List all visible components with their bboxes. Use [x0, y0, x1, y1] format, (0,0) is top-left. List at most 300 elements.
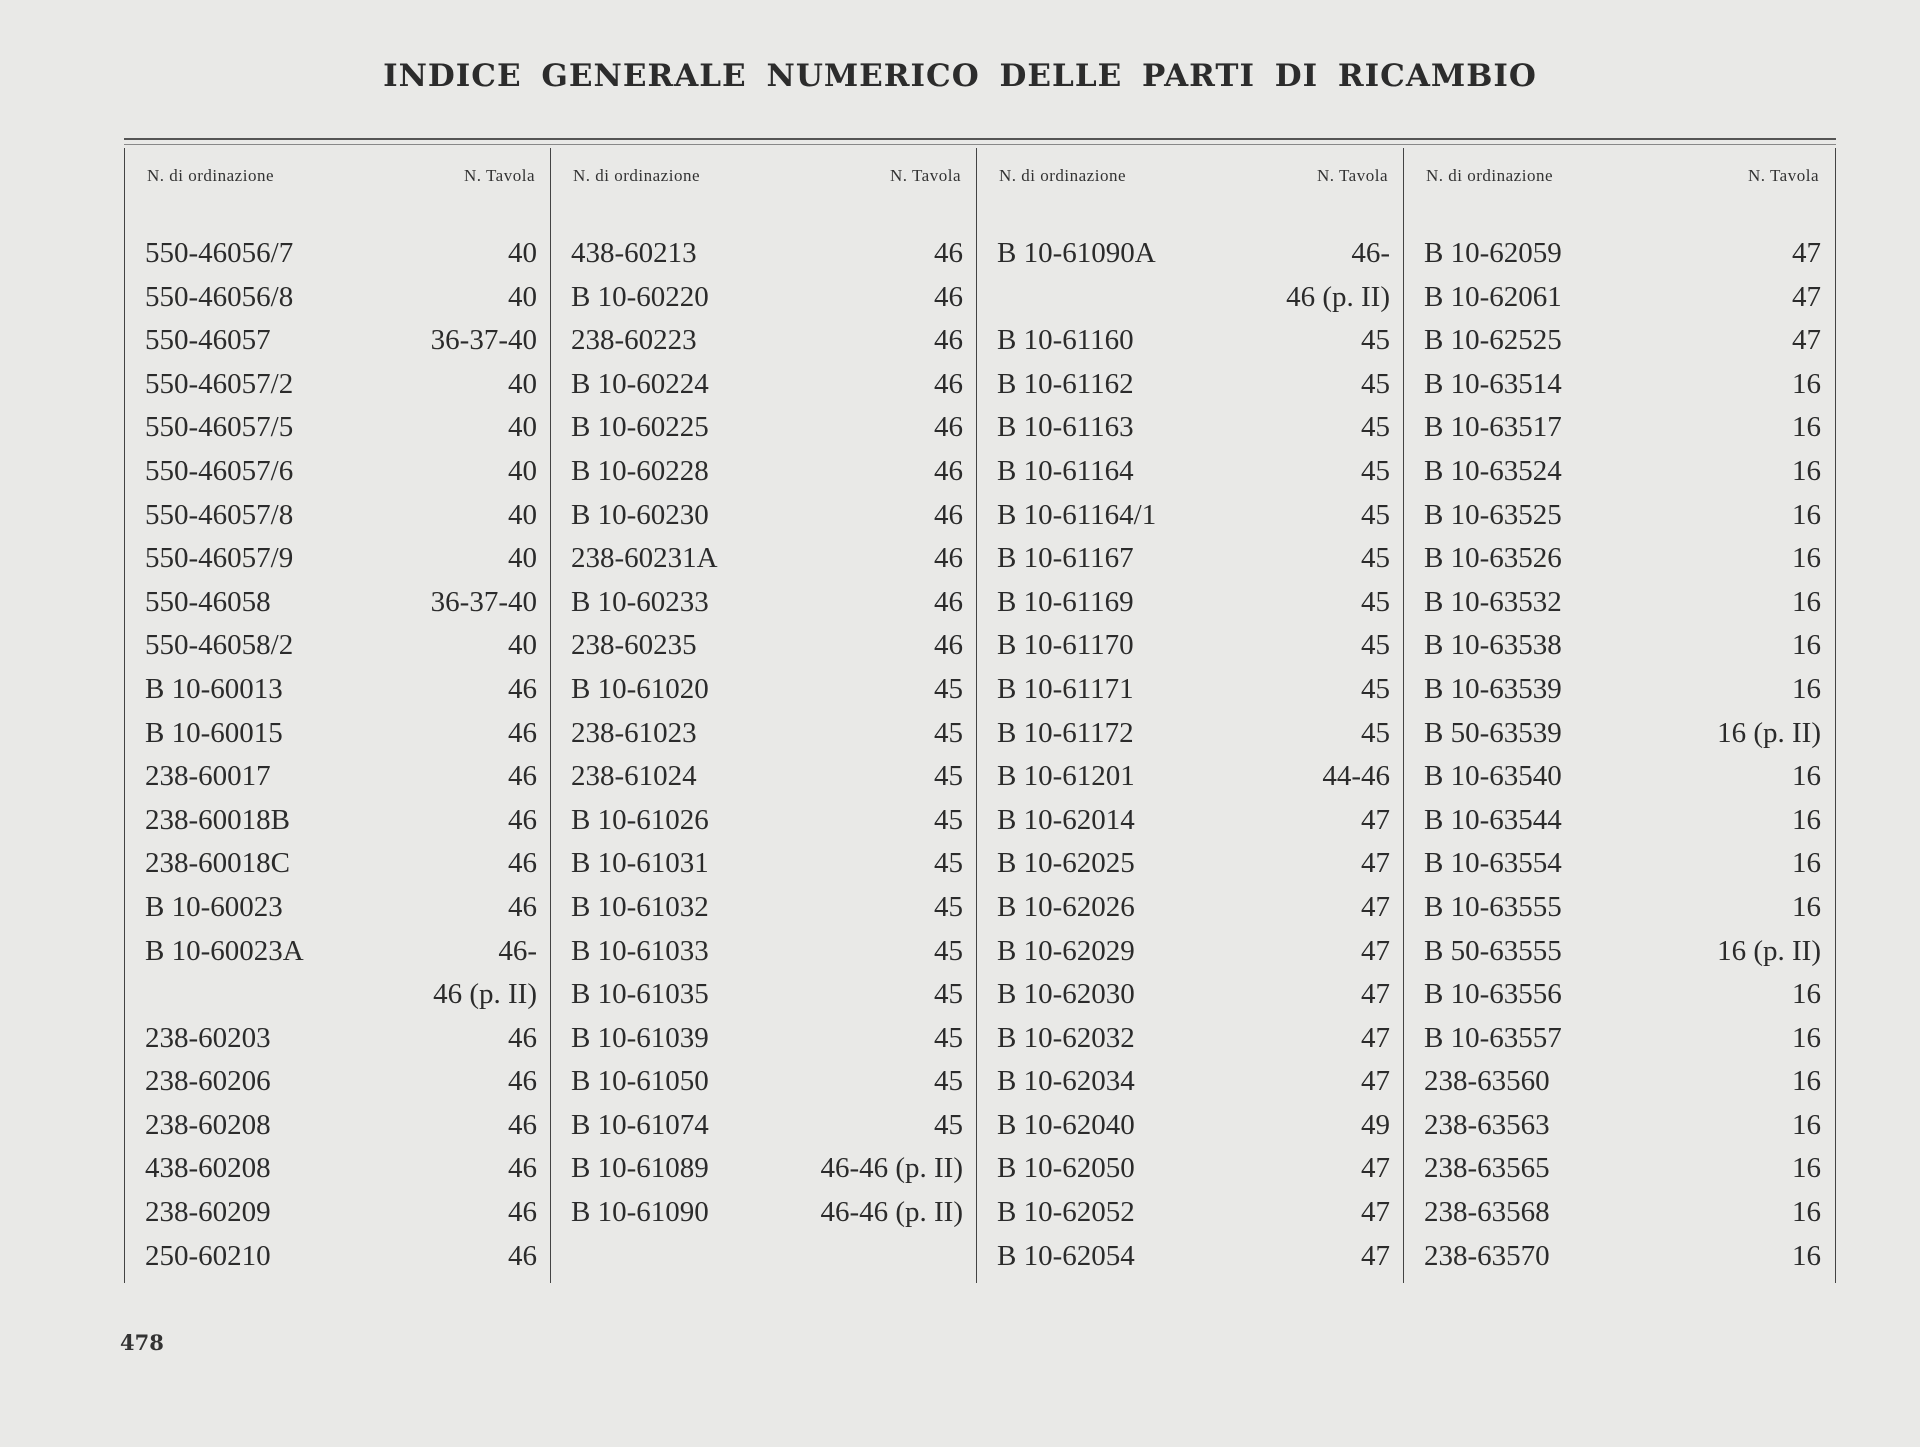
order-number: 238-60017 — [145, 760, 271, 793]
index-row — [551, 582, 977, 626]
table-number: 40 — [508, 237, 537, 269]
index-row — [977, 843, 1404, 887]
index-row — [977, 756, 1404, 800]
order-number: B 10-63556 — [1424, 978, 1562, 1011]
order-number: B 10-61164 — [997, 454, 1134, 487]
header-ordinazione: N. di ordinazione — [573, 166, 700, 185]
index-row — [1404, 1018, 1835, 1062]
table-number: 45 — [934, 803, 963, 836]
index-row — [125, 713, 551, 757]
index-row — [125, 407, 551, 451]
table-number: 47 — [1361, 803, 1390, 836]
order-number: 238-60231A — [571, 542, 718, 575]
index-row — [1404, 887, 1835, 931]
table-number: 47 — [1361, 1021, 1390, 1054]
index-row — [977, 364, 1404, 408]
index-row — [977, 538, 1404, 582]
table-number: 46 — [508, 672, 537, 705]
order-number: B 10-62525 — [1424, 324, 1562, 357]
index-row — [977, 625, 1404, 669]
order-number: 550-46058 — [145, 585, 271, 618]
table-number: 36-37-40 — [430, 324, 537, 357]
order-number: 550-46057/2 — [145, 367, 294, 400]
order-number: B 10-61160 — [997, 324, 1134, 357]
table-number: 46 — [508, 890, 537, 923]
table-number: 45 — [1361, 585, 1390, 618]
index-row — [551, 407, 977, 451]
table-number: 36-37-40 — [430, 585, 537, 618]
index-row — [977, 495, 1404, 539]
order-number: B 10-62025 — [997, 847, 1135, 880]
order-number: B 10-62032 — [997, 1021, 1135, 1054]
order-number: 238-60209 — [145, 1196, 271, 1229]
index-column-4 — [1403, 148, 1836, 1283]
index-row — [551, 320, 977, 364]
index-row — [125, 495, 551, 539]
order-number: 238-63565 — [1424, 1152, 1550, 1185]
order-number: B 10-61201 — [997, 760, 1135, 793]
index-row — [977, 277, 1404, 321]
table-number: 46 — [508, 760, 537, 793]
table-number: 45 — [1361, 716, 1390, 749]
order-number: 438-60208 — [145, 1152, 271, 1185]
order-number: B 10-63517 — [1424, 411, 1562, 444]
order-number: B 10-60013 — [145, 672, 283, 705]
page-title: INDICE GENERALE NUMERICO DELLE PARTI DI RICAMBIO — [383, 58, 1537, 94]
index-row — [977, 1148, 1404, 1192]
order-number: B 10-60224 — [571, 367, 709, 400]
table-number: 46 — [508, 1239, 537, 1272]
top-rule — [124, 138, 1836, 140]
index-row — [551, 1061, 977, 1105]
table-number: 16 — [1792, 1196, 1821, 1229]
index-row — [1404, 1061, 1835, 1105]
order-number: 238-60206 — [145, 1065, 271, 1098]
index-row — [1404, 233, 1835, 277]
index-row — [1404, 277, 1835, 321]
header-tavola: N. Tavola — [890, 166, 961, 185]
order-number: B 10-63557 — [1424, 1021, 1562, 1054]
order-number: B 10-61169 — [997, 585, 1134, 618]
index-row — [125, 1148, 551, 1192]
index-row — [551, 1105, 977, 1149]
index-row — [551, 625, 977, 669]
order-number: 550-46056/7 — [145, 237, 294, 269]
table-number: 46 — [508, 847, 537, 880]
order-number: B 10-60023 — [145, 890, 283, 923]
index-row — [551, 277, 977, 321]
column-rows — [1404, 233, 1835, 1279]
table-number: 40 — [508, 629, 537, 662]
index-row — [1404, 756, 1835, 800]
table-number: 45 — [1361, 411, 1390, 444]
order-number: B 10-63544 — [1424, 803, 1562, 836]
table-number: 46 — [934, 411, 963, 444]
index-row — [551, 364, 977, 408]
index-row — [977, 1236, 1404, 1280]
order-number: 550-46057 — [145, 324, 271, 357]
index-row — [1404, 582, 1835, 626]
order-number: B 10-61035 — [571, 978, 709, 1011]
table-number: 45 — [934, 934, 963, 967]
order-number: B 10-63539 — [1424, 672, 1562, 705]
order-number: 550-46057/6 — [145, 454, 294, 487]
table-number: 16 — [1792, 367, 1821, 400]
index-row — [1404, 625, 1835, 669]
table-number: 16 — [1792, 978, 1821, 1011]
table-number: 46 — [934, 237, 963, 269]
table-number: 46- — [1351, 237, 1390, 269]
table-number: 45 — [1361, 542, 1390, 575]
index-row — [1404, 407, 1835, 451]
index-row — [1404, 843, 1835, 887]
index-row — [125, 669, 551, 713]
table-number: 16 — [1792, 629, 1821, 662]
order-number: 550-46056/8 — [145, 280, 294, 313]
table-number: 46-46 (p. II) — [820, 1196, 963, 1229]
index-row — [1404, 320, 1835, 364]
table-number: 45 — [1361, 454, 1390, 487]
index-row — [551, 669, 977, 713]
table-number: 40 — [508, 454, 537, 487]
table-number: 46 — [508, 1108, 537, 1141]
order-number: 238-63570 — [1424, 1239, 1550, 1272]
index-column-3 — [976, 148, 1404, 1283]
table-number: 45 — [934, 890, 963, 923]
order-number: B 10-61039 — [571, 1021, 709, 1054]
index-row — [125, 233, 551, 277]
table-number: 16 — [1792, 1239, 1821, 1272]
order-number: B 10-63532 — [1424, 585, 1562, 618]
index-row — [551, 974, 977, 1018]
table-number: 46 — [508, 716, 537, 749]
order-number: 238-63560 — [1424, 1065, 1550, 1098]
table-number: 46 — [934, 585, 963, 618]
index-column-2 — [550, 148, 977, 1283]
table-number: 45 — [1361, 324, 1390, 357]
header-tavola: N. Tavola — [464, 166, 535, 185]
index-row — [977, 669, 1404, 713]
order-number: B 10-61031 — [571, 847, 709, 880]
table-number: 44-46 — [1322, 760, 1390, 793]
table-number: 16 — [1792, 1021, 1821, 1054]
index-row — [977, 1061, 1404, 1105]
table-number: 45 — [934, 1021, 963, 1054]
index-row — [1404, 451, 1835, 495]
index-row — [125, 931, 551, 975]
order-number: B 50-63539 — [1424, 716, 1562, 749]
index-row — [1404, 1105, 1835, 1149]
order-number: B 10-63525 — [1424, 498, 1562, 531]
order-number: B 10-63524 — [1424, 454, 1562, 487]
index-row — [551, 233, 977, 277]
order-number: B 10-62059 — [1424, 237, 1562, 269]
table-number: 45 — [934, 1065, 963, 1098]
table-number: 45 — [934, 1108, 963, 1141]
index-row — [125, 320, 551, 364]
table-number: 49 — [1361, 1108, 1390, 1141]
index-row — [977, 1105, 1404, 1149]
order-number: B 10-62040 — [997, 1108, 1135, 1141]
index-row — [977, 1018, 1404, 1062]
table-number: 46 — [934, 498, 963, 531]
table-number: 46 — [508, 1021, 537, 1054]
table-number: 45 — [1361, 498, 1390, 531]
table-number: 16 (p. II) — [1717, 934, 1821, 967]
order-number: B 10-62052 — [997, 1196, 1135, 1229]
index-row — [977, 1192, 1404, 1236]
order-number: B 10-62054 — [997, 1239, 1135, 1272]
order-number: 238-61024 — [571, 760, 697, 793]
table-number: 47 — [1361, 934, 1390, 967]
table-number: 46 — [934, 324, 963, 357]
order-number: B 10-61090A — [997, 237, 1156, 269]
table-number: 46 — [508, 803, 537, 836]
table-number: 40 — [508, 367, 537, 400]
index-row — [551, 713, 977, 757]
index-row — [125, 1105, 551, 1149]
order-number: B 10-60220 — [571, 280, 709, 313]
table-number: 16 — [1792, 411, 1821, 444]
index-row — [1404, 364, 1835, 408]
order-number: B 10-61033 — [571, 934, 709, 967]
index-row — [125, 1018, 551, 1062]
table-number: 45 — [934, 672, 963, 705]
order-number: 238-60018C — [145, 847, 290, 880]
index-row — [125, 538, 551, 582]
index-row — [1404, 1236, 1835, 1280]
order-number: B 10-62061 — [1424, 280, 1562, 313]
header-ordinazione: N. di ordinazione — [1426, 166, 1553, 185]
order-number: B 10-63555 — [1424, 890, 1562, 923]
index-row — [125, 277, 551, 321]
column-rows — [125, 233, 551, 1279]
index-row — [125, 364, 551, 408]
order-number: B 10-61026 — [571, 803, 709, 836]
index-row — [551, 843, 977, 887]
table-number: 47 — [1361, 978, 1390, 1011]
order-number: 238-61023 — [571, 716, 697, 749]
table-number: 16 — [1792, 1108, 1821, 1141]
index-row — [977, 887, 1404, 931]
order-number: B 10-62030 — [997, 978, 1135, 1011]
index-row — [551, 1018, 977, 1062]
order-number: B 10-61170 — [997, 629, 1134, 662]
table-number: 46 — [508, 1065, 537, 1098]
order-number: B 10-61167 — [997, 542, 1134, 575]
order-number: 550-46057/9 — [145, 542, 294, 575]
index-row — [125, 1061, 551, 1105]
order-number: B 10-62050 — [997, 1152, 1135, 1185]
index-row — [125, 1236, 551, 1280]
order-number: B 10-61163 — [997, 411, 1134, 444]
order-number: 238-63568 — [1424, 1196, 1550, 1229]
table-number: 45 — [934, 716, 963, 749]
table-number: 46 (p. II) — [1286, 280, 1390, 313]
table-number: 46 — [934, 367, 963, 400]
order-number: B 10-61172 — [997, 716, 1134, 749]
index-columns — [124, 148, 1836, 1283]
order-number: B 10-63554 — [1424, 847, 1562, 880]
order-number: 238-63563 — [1424, 1108, 1550, 1141]
table-number: 46 — [934, 542, 963, 575]
order-number: B 10-63526 — [1424, 542, 1562, 575]
order-number: B 10-60225 — [571, 411, 709, 444]
order-number: 238-60018B — [145, 803, 290, 836]
table-number: 16 — [1792, 542, 1821, 575]
index-row — [551, 887, 977, 931]
header-ordinazione: N. di ordinazione — [999, 166, 1126, 185]
index-row — [551, 538, 977, 582]
order-number: B 10-62034 — [997, 1065, 1135, 1098]
table-number: 40 — [508, 411, 537, 444]
index-row — [1404, 495, 1835, 539]
table-number: 47 — [1361, 1065, 1390, 1098]
index-row — [551, 1148, 977, 1192]
column-rows — [977, 233, 1404, 1279]
table-number: 47 — [1792, 280, 1821, 313]
order-number: B 10-60023A — [145, 934, 304, 967]
order-number: B 10-61171 — [997, 672, 1134, 705]
index-row — [551, 495, 977, 539]
table-number: 16 — [1792, 847, 1821, 880]
table-number: 40 — [508, 542, 537, 575]
table-number: 16 — [1792, 1065, 1821, 1098]
index-row — [125, 451, 551, 495]
index-row — [977, 582, 1404, 626]
order-number: B 10-62014 — [997, 803, 1135, 836]
order-number: B 10-62029 — [997, 934, 1135, 967]
order-number: B 10-61162 — [997, 367, 1134, 400]
table-number: 45 — [934, 760, 963, 793]
order-number: 250-60210 — [145, 1239, 271, 1272]
order-number: B 10-60230 — [571, 498, 709, 531]
order-number: B 50-63555 — [1424, 934, 1562, 967]
order-number: 238-60223 — [571, 324, 697, 357]
table-number: 40 — [508, 498, 537, 531]
order-number: B 10-61090 — [571, 1196, 709, 1229]
header-tavola: N. Tavola — [1317, 166, 1388, 185]
table-number: 40 — [508, 280, 537, 313]
table-number: 47 — [1361, 1152, 1390, 1185]
order-number: B 10-61089 — [571, 1152, 709, 1185]
table-number: 16 — [1792, 454, 1821, 487]
order-number: B 10-61020 — [571, 672, 709, 705]
table-number: 16 — [1792, 672, 1821, 705]
header-tavola: N. Tavola — [1748, 166, 1819, 185]
table-number: 47 — [1361, 1239, 1390, 1272]
index-row — [125, 625, 551, 669]
table-number: 47 — [1792, 324, 1821, 357]
index-row — [125, 756, 551, 800]
index-row — [1404, 974, 1835, 1018]
table-number: 16 (p. II) — [1717, 716, 1821, 749]
order-number: 238-60235 — [571, 629, 697, 662]
index-row — [125, 974, 551, 1018]
order-number: 550-46057/5 — [145, 411, 294, 444]
table-number: 45 — [1361, 672, 1390, 705]
index-row — [551, 800, 977, 844]
index-row — [1404, 931, 1835, 975]
table-number: 46- — [498, 934, 537, 967]
order-number: B 10-63540 — [1424, 760, 1562, 793]
index-row — [977, 451, 1404, 495]
header-ordinazione: N. di ordinazione — [147, 166, 274, 185]
table-number: 46 — [934, 454, 963, 487]
index-row — [977, 320, 1404, 364]
index-row — [977, 407, 1404, 451]
table-number: 45 — [934, 847, 963, 880]
table-number: 16 — [1792, 1152, 1821, 1185]
index-row — [1404, 1192, 1835, 1236]
index-column-1 — [124, 148, 551, 1283]
page-number: 478 — [120, 1330, 164, 1355]
order-number: B 10-60233 — [571, 585, 709, 618]
index-row — [1404, 538, 1835, 582]
index-row — [125, 843, 551, 887]
index-row — [551, 931, 977, 975]
table-number: 46 — [934, 629, 963, 662]
index-row — [977, 713, 1404, 757]
index-row — [125, 887, 551, 931]
order-number: 438-60213 — [571, 237, 697, 269]
table-number: 46 — [508, 1196, 537, 1229]
order-number: 550-46058/2 — [145, 629, 294, 662]
order-number: B 10-61032 — [571, 890, 709, 923]
column-rows — [551, 233, 977, 1236]
order-number: 238-60203 — [145, 1021, 271, 1054]
index-row — [551, 756, 977, 800]
index-row — [551, 1192, 977, 1236]
index-row — [125, 800, 551, 844]
table-number: 47 — [1361, 1196, 1390, 1229]
index-row — [1404, 1148, 1835, 1192]
table-number: 16 — [1792, 760, 1821, 793]
table-number: 16 — [1792, 803, 1821, 836]
index-row — [125, 582, 551, 626]
index-row — [1404, 669, 1835, 713]
table-number: 45 — [1361, 367, 1390, 400]
order-number: B 10-61074 — [571, 1108, 709, 1141]
index-row — [1404, 800, 1835, 844]
index-row — [977, 233, 1404, 277]
table-number: 46-46 (p. II) — [820, 1152, 963, 1185]
order-number: B 10-62026 — [997, 890, 1135, 923]
top-rule-thin — [124, 144, 1836, 145]
index-row — [125, 1192, 551, 1236]
table-number: 46 — [508, 1152, 537, 1185]
index-row — [977, 974, 1404, 1018]
table-number: 47 — [1361, 890, 1390, 923]
table-number: 16 — [1792, 585, 1821, 618]
order-number: B 10-60228 — [571, 454, 709, 487]
table-number: 16 — [1792, 890, 1821, 923]
table-number: 46 — [934, 280, 963, 313]
order-number: 550-46057/8 — [145, 498, 294, 531]
table-number: 46 (p. II) — [433, 978, 537, 1011]
index-row — [1404, 713, 1835, 757]
table-number: 47 — [1792, 237, 1821, 269]
index-row — [977, 931, 1404, 975]
order-number: B 10-63514 — [1424, 367, 1562, 400]
order-number: B 10-61164/1 — [997, 498, 1157, 531]
order-number: 238-60208 — [145, 1108, 271, 1141]
order-number: B 10-61050 — [571, 1065, 709, 1098]
order-number: B 10-60015 — [145, 716, 283, 749]
table-number: 45 — [934, 978, 963, 1011]
index-row — [977, 800, 1404, 844]
order-number: B 10-63538 — [1424, 629, 1562, 662]
